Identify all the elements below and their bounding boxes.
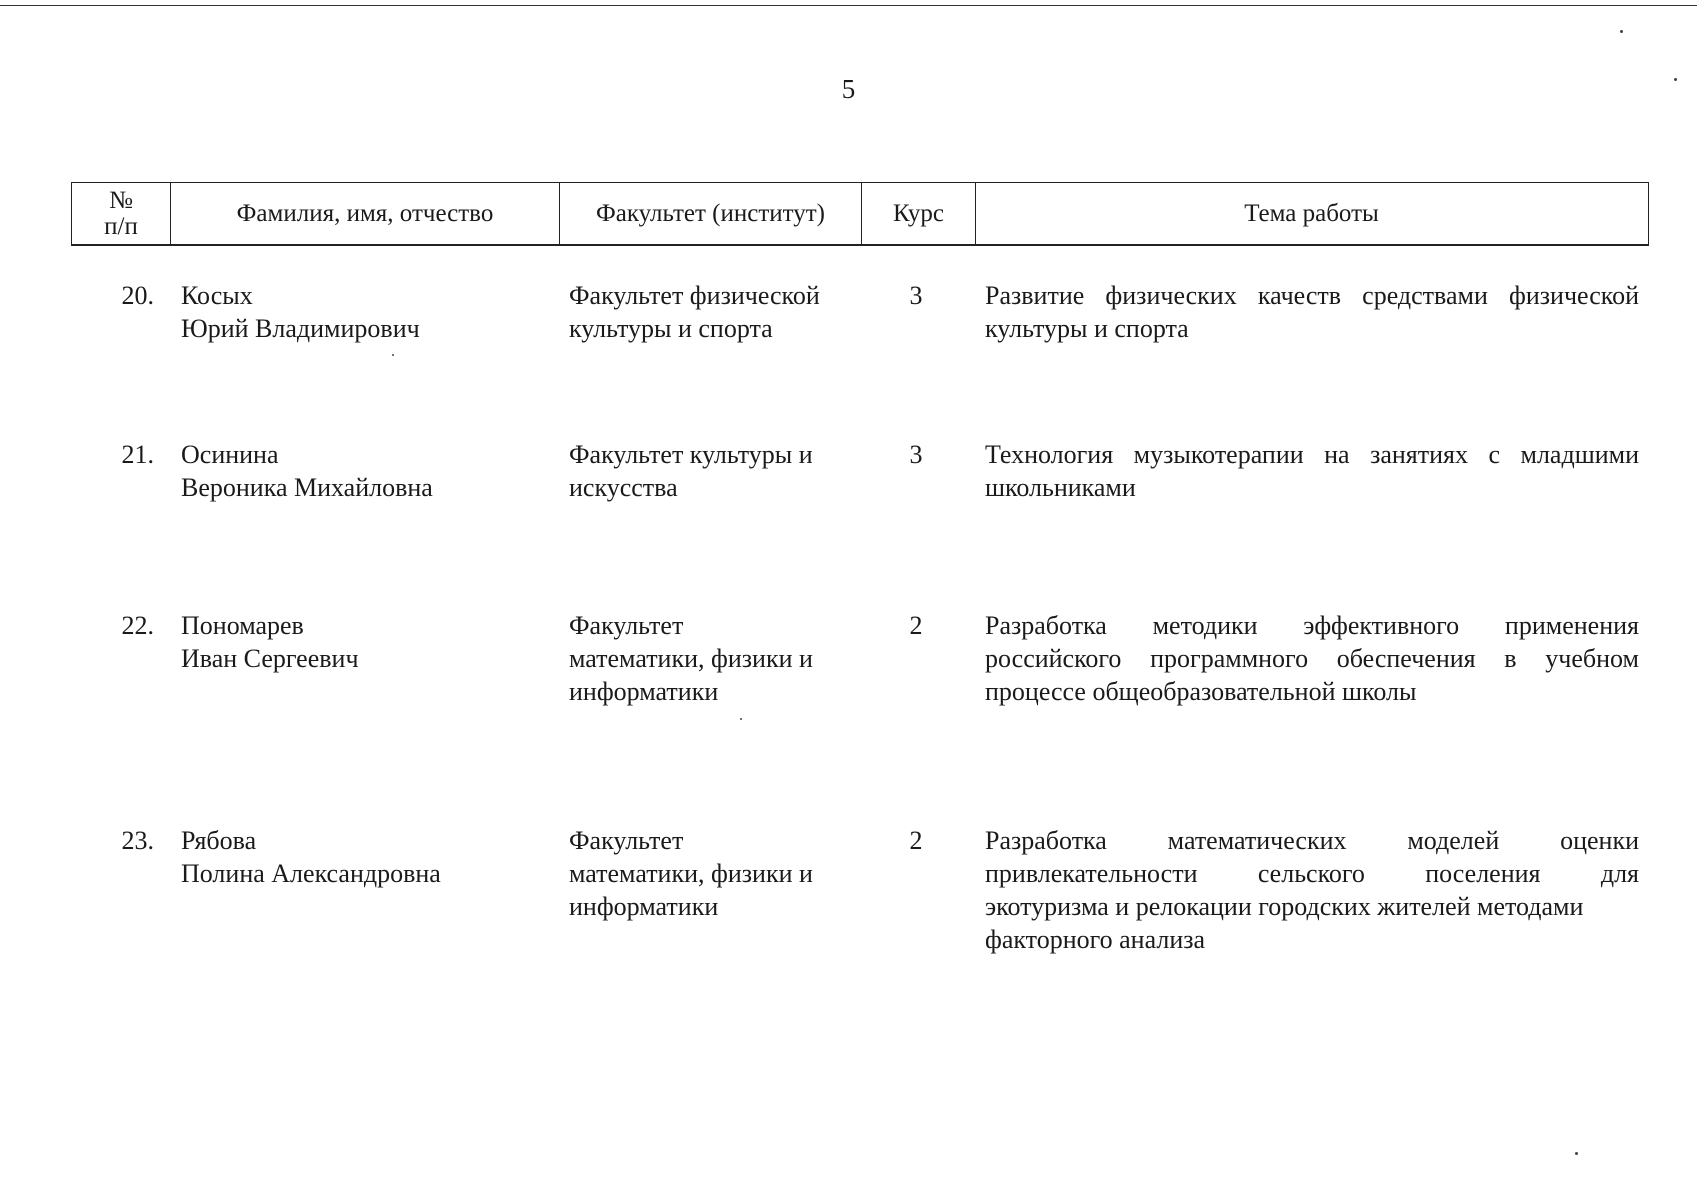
student-name <box>181 824 561 890</box>
student-name <box>181 279 561 345</box>
student-given-names: Юрий Владимирович <box>181 314 420 343</box>
faculty-line: Факультет <box>569 826 684 855</box>
topic-line: привлекательности сельского поселения для <box>985 859 1639 888</box>
student-surname: Рябова <box>181 826 257 855</box>
top-border-line <box>0 5 1697 6</box>
student-surname: Пономарев <box>181 611 304 640</box>
student-surname: Осинина <box>181 440 279 469</box>
faculty <box>569 609 869 708</box>
work-topic <box>985 438 1639 504</box>
student-surname: Косых <box>181 281 253 310</box>
topic-line: Технология музыкотерапии на занятиях с младшими <box>985 440 1639 469</box>
row-number: 23. <box>121 826 154 855</box>
work-topic <box>985 279 1639 345</box>
scan-speck <box>1620 30 1623 33</box>
header-course: Курс <box>861 183 975 244</box>
topic-line: факторного анализа <box>985 925 1206 954</box>
faculty-line: Факультет физической <box>569 281 820 310</box>
header-num-line-2: п/п <box>104 212 138 240</box>
scan-speck <box>392 354 394 356</box>
faculty-line: математики, физики и <box>569 859 813 888</box>
row-number: 20. <box>121 281 154 310</box>
student-name <box>181 609 561 675</box>
header-num <box>72 183 170 244</box>
header-topic: Тема работы <box>975 183 1647 244</box>
topic-line: культуры и спорта <box>985 314 1189 343</box>
topic-line: процессе общеобразовательной школы <box>985 677 1417 706</box>
scan-speck <box>1575 1152 1578 1155</box>
faculty <box>569 824 869 923</box>
topic-line: школьниками <box>985 473 1136 502</box>
faculty <box>569 438 869 504</box>
header-faculty: Факультет (институт) <box>559 183 861 244</box>
work-topic <box>985 609 1639 708</box>
student-given-names: Вероника Михайловна <box>181 473 433 502</box>
scan-speck <box>740 718 742 720</box>
faculty-line: математики, физики и <box>569 644 813 673</box>
page-number: 5 <box>841 74 856 104</box>
faculty-line: Факультет культуры и <box>569 440 813 469</box>
course: 3 <box>909 281 923 310</box>
header-num-line-1: № <box>109 186 133 214</box>
row-number: 21. <box>121 440 154 469</box>
course: 2 <box>909 611 923 640</box>
header-name: Фамилия, имя, отчество <box>170 183 559 244</box>
topic-line: Разработка методики эффективного применения <box>985 611 1639 640</box>
faculty-line: информатики <box>569 677 719 706</box>
faculty <box>569 279 869 345</box>
topic-line: Развитие физических качеств средствами физической <box>985 281 1639 310</box>
scan-speck <box>1674 78 1677 81</box>
row-number: 22. <box>121 611 154 640</box>
student-given-names: Иван Сергеевич <box>181 644 359 673</box>
table-header <box>71 182 1649 246</box>
topic-line: Разработка математических моделей оценки <box>985 826 1639 855</box>
faculty-line: информатики <box>569 892 719 921</box>
student-name <box>181 438 561 504</box>
topic-line: экотуризма и релокации городских жителей методами <box>985 892 1584 921</box>
course: 2 <box>909 826 923 855</box>
faculty-line: культуры и спорта <box>569 314 773 343</box>
work-topic <box>985 824 1639 956</box>
faculty-line: Факультет <box>569 611 684 640</box>
student-given-names: Полина Александровна <box>181 859 441 888</box>
course: 3 <box>909 440 923 469</box>
faculty-line: искусства <box>569 473 678 502</box>
topic-line: российского программного обеспечения в учебном <box>985 644 1639 673</box>
